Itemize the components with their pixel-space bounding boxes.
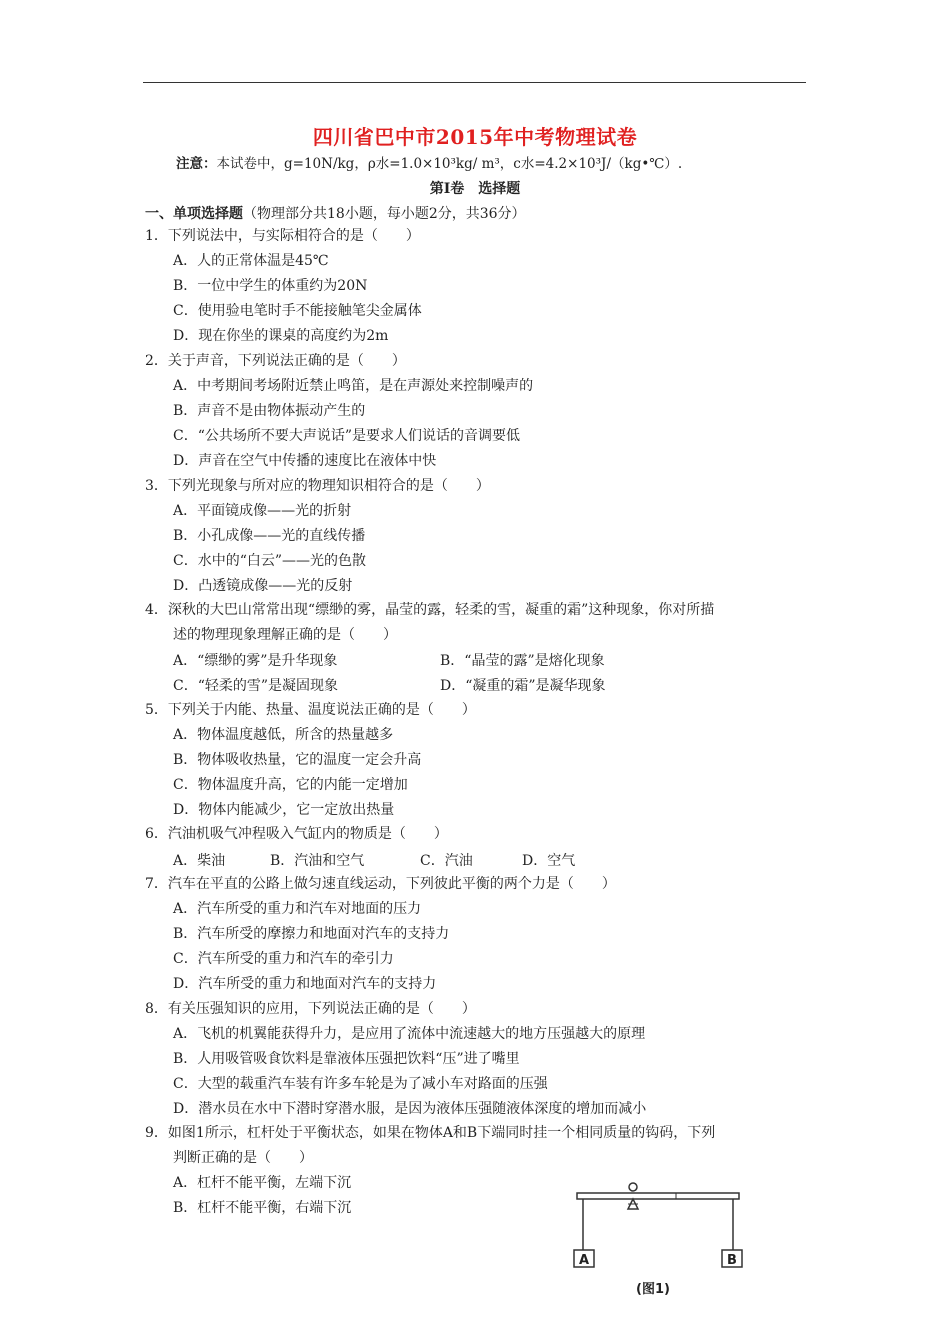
section-label: 一、单项选择题 bbox=[145, 206, 243, 222]
question-8-option-a: A．飞机的机翼能获得升力，是应用了流体中流速越大的地方压强越大的原理 bbox=[173, 1026, 646, 1042]
pivot-circle bbox=[629, 1183, 637, 1191]
question-5-stem: 5．下列关于内能、热量、温度说法正确的是（ ） bbox=[145, 702, 476, 718]
question-1-option-b: B．一位中学生的体重约为20N bbox=[173, 278, 368, 294]
question-1-option-d: D．现在你坐的课桌的高度约为2m bbox=[173, 328, 389, 344]
question-7-stem: 7．汽车在平直的公路上做匀速直线运动，下列彼此平衡的两个力是（ ） bbox=[145, 876, 616, 892]
question-4-option-a: A．“缥缈的雾”是升华现象 bbox=[173, 653, 338, 669]
question-1-stem: 1．下列说法中，与实际相符合的是（ ） bbox=[145, 228, 420, 244]
question-7-option-b: B．汽车所受的摩擦力和地面对汽车的支持力 bbox=[173, 926, 450, 942]
question-7-option-c: C．汽车所受的重力和汽车的牵引力 bbox=[173, 951, 394, 967]
section-heading bbox=[145, 203, 526, 223]
question-5-option-b: B．物体吸收热量，它的温度一定会升高 bbox=[173, 752, 422, 768]
question-3-option-d: D．凸透镜成像——光的反射 bbox=[173, 578, 353, 594]
question-2-option-b: B．声音不是由物体振动产生的 bbox=[173, 403, 366, 419]
question-3-stem: 3．下列光现象与所对应的物理知识相符合的是（ ） bbox=[145, 478, 490, 494]
question-3-option-a: A．平面镜成像——光的折射 bbox=[173, 503, 352, 519]
section-text: （物理部分共18小题，每小题2分，共36分） bbox=[243, 206, 526, 222]
question-4-stem: 4．深秋的大巴山常常出现“缥缈的雾，晶莹的露，轻柔的雪，凝重的霜”这种现象，你对所描 bbox=[145, 602, 715, 618]
question-3-option-b: B．小孔成像——光的直线传播 bbox=[173, 528, 366, 544]
question-6-option-a: A．柴油 bbox=[173, 853, 226, 869]
question-9-option-a: A．杠杆不能平衡，左端下沉 bbox=[173, 1175, 352, 1191]
question-2-stem: 2．关于声音，下列说法正确的是（ ） bbox=[145, 353, 406, 369]
question-6-option-c: C．汽油 bbox=[420, 853, 473, 869]
note-text: 本试卷中，g=10N/kg，ρ水=1.0×10³kg/ m³，c水=4.2×10³J/（kg•℃）. bbox=[216, 156, 683, 172]
question-8-stem: 8．有关压强知识的应用，下列说法正确的是（ ） bbox=[145, 1001, 476, 1017]
header-rule bbox=[143, 82, 806, 83]
lever-bar bbox=[577, 1193, 739, 1199]
question-8-option-c: C．大型的载重汽车装有许多车轮是为了减小车对路面的压强 bbox=[173, 1076, 548, 1092]
question-4-option-d: D．“凝重的霜”是凝华现象 bbox=[440, 678, 606, 694]
question-8-option-b: B．人用吸管吸食饮料是靠液体压强把饮料“压”进了嘴里 bbox=[173, 1051, 520, 1067]
question-6-option-b: B．汽油和空气 bbox=[270, 853, 365, 869]
question-9-stem: 9．如图1所示，杠杆处于平衡状态，如果在物体A和B下端同时挂一个相同质量的钩码，下列 bbox=[145, 1125, 716, 1141]
question-1-option-a: A．人的正常体温是45℃ bbox=[173, 253, 329, 269]
lever-figure bbox=[565, 1180, 755, 1295]
exam-title: 四川省巴中市2015年中考物理试卷 bbox=[312, 125, 638, 149]
question-3-option-c: C．水中的“白云”——光的色散 bbox=[173, 553, 367, 569]
note-label: 注意： bbox=[176, 156, 217, 172]
question-9-stem-continued: 判断正确的是（ ） bbox=[173, 1150, 313, 1166]
question-1-option-c: C．使用验电笔时手不能接触笔尖金属体 bbox=[173, 303, 422, 319]
question-2-option-c: C．“公共场所不要大声说话”是要求人们说话的音调要低 bbox=[173, 428, 521, 444]
question-9-option-b: B．杠杆不能平衡，右端下沉 bbox=[173, 1200, 352, 1216]
question-8-option-d: D．潜水员在水中下潜时穿潜水服，是因为液体压强随液体深度的增加而减小 bbox=[173, 1101, 647, 1117]
block-a-label: A bbox=[578, 1253, 590, 1268]
question-7-option-d: D．汽车所受的重力和地面对汽车的支持力 bbox=[173, 976, 437, 992]
question-2-option-a: A．中考期间考场附近禁止鸣笛，是在声源处来控制噪声的 bbox=[173, 378, 534, 394]
question-4-option-b: B．“晶莹的露”是熔化现象 bbox=[440, 653, 605, 669]
question-6-stem: 6．汽油机吸气冲程吸入气缸内的物质是（ ） bbox=[145, 826, 448, 842]
block-b-label: B bbox=[727, 1253, 737, 1268]
part-heading: 第Ⅰ卷 选择题 bbox=[429, 181, 521, 197]
question-5-option-d: D．物体内能减少，它一定放出热量 bbox=[173, 802, 395, 818]
question-2-option-d: D．声音在空气中传播的速度比在液体中快 bbox=[173, 453, 437, 469]
question-5-option-c: C．物体温度升高，它的内能一定增加 bbox=[173, 777, 408, 793]
question-5-option-a: A．物体温度越低，所含的热量越多 bbox=[173, 727, 394, 743]
figure-caption: (图1) bbox=[636, 1282, 670, 1295]
question-7-option-a: A．汽车所受的重力和汽车对地面的压力 bbox=[173, 901, 422, 917]
exam-note bbox=[176, 152, 682, 172]
question-6-option-d: D．空气 bbox=[522, 853, 576, 869]
question-4-option-c: C．“轻柔的雪”是凝固现象 bbox=[173, 678, 339, 694]
question-4-stem-continued: 述的物理现象理解正确的是（ ） bbox=[173, 627, 397, 643]
